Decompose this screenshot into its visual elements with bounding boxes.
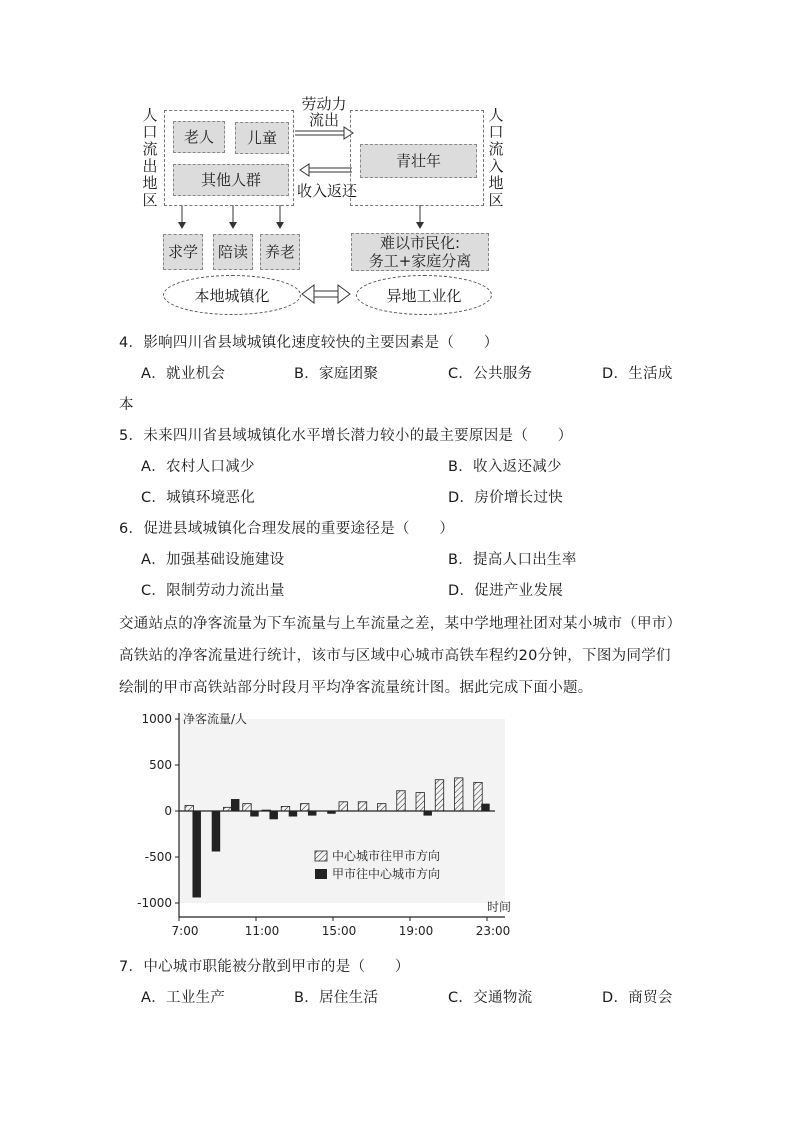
study-box: 求学 — [163, 234, 203, 270]
remote-industrialization-ellipse: 异地工业化 — [356, 275, 492, 315]
bar-hatched — [262, 810, 270, 811]
y-tick-label: 1000 — [141, 712, 172, 726]
bar-hatched — [224, 807, 232, 811]
q6-option-d[interactable]: D．促进产业发展 — [448, 583, 564, 599]
bar-hatched — [416, 793, 424, 811]
y-tick-label: -500 — [144, 850, 172, 864]
q5-option-b[interactable]: B．收入返还减少 — [448, 459, 562, 475]
legend-label-hatched: 中心城市往甲市方向 — [332, 849, 441, 863]
x-tick-label: 7:00 — [171, 924, 199, 938]
bar-solid — [212, 811, 220, 851]
bar-hatched — [397, 791, 405, 811]
q7-option-b[interactable]: B．居住生活 — [294, 990, 379, 1006]
bar-solid — [231, 799, 239, 811]
q4-option-d-wrap: 本 — [119, 397, 134, 413]
bar-solid — [327, 811, 335, 814]
double-arrow — [302, 285, 350, 303]
bar-solid — [192, 811, 200, 897]
y-axis-label: 净客流量/人 — [183, 712, 248, 726]
x-axis-label: 时间 — [487, 900, 512, 914]
income-return-label: 收入返还 — [296, 182, 357, 200]
elder-care-box: 养老 — [260, 234, 300, 270]
bar-solid — [481, 804, 489, 811]
q5-option-d[interactable]: D．房价增长过快 — [448, 490, 564, 506]
question-6-stem: 6．促进县域城镇化合理发展的重要途径是（ ） — [119, 521, 455, 537]
x-tick-label: 15:00 — [321, 924, 357, 938]
q7-option-c[interactable]: C．交通物流 — [448, 990, 533, 1006]
hard-to-citizenize-box: 难以市民化: 务工+家庭分离 — [351, 233, 489, 271]
bar-hatched — [301, 804, 309, 811]
young-adults-box: 青壮年 — [360, 144, 477, 178]
labor-outflow-label: 劳动力流出 — [301, 95, 347, 129]
local-urbanization-ellipse: 本地城镇化 — [163, 275, 301, 315]
bar-hatched — [378, 804, 386, 811]
bar-solid — [269, 811, 277, 819]
bar-hatched — [281, 806, 289, 811]
q7-option-d[interactable]: D．商贸会 — [602, 990, 673, 1006]
children-box: 儿童 — [235, 122, 289, 154]
question-7-stem: 7．中心城市职能被分散到甲市的是（ ） — [119, 959, 410, 975]
bar-solid — [250, 811, 258, 817]
question-5-stem: 5．未来四川省县域城镇化水平增长潜力较小的最主要原因是（ ） — [119, 428, 573, 444]
right-region-label: 人口流入地区 — [488, 106, 504, 209]
bar-hatched — [185, 805, 193, 811]
bar-solid — [423, 811, 431, 816]
old-people-box: 老人 — [173, 121, 225, 153]
bar-hatched — [435, 780, 443, 811]
legend-label-solid: 甲市往中心城市方向 — [332, 867, 441, 881]
q6-option-a[interactable]: A．加强基础设施建设 — [141, 552, 285, 568]
q4-option-c[interactable]: C．公共服务 — [448, 366, 533, 382]
accompany-study-box: 陪读 — [213, 234, 253, 270]
bar-solid — [289, 811, 297, 817]
left-region-label: 人口流出地区 — [142, 106, 158, 209]
x-tick-label: 23:00 — [475, 924, 511, 938]
bar-hatched — [243, 804, 251, 811]
population-flow-diagram — [130, 92, 530, 322]
chart-svg — [135, 705, 520, 945]
passage-line-3: 绘制的甲市高铁站部分时段月平均净客流量统计图。据此完成下面小题。 — [119, 680, 593, 696]
bar-hatched — [339, 802, 347, 811]
income-return-arrow — [300, 164, 352, 176]
q6-option-c[interactable]: C．限制劳动力流出量 — [141, 583, 285, 599]
net-passenger-flow-chart — [135, 705, 520, 945]
q4-option-a[interactable]: A．就业机会 — [141, 366, 226, 382]
q5-option-a[interactable]: A．农村人口减少 — [141, 459, 255, 475]
question-4-stem: 4．影响四川省县域城镇化速度较快的主要因素是（ ） — [119, 335, 499, 351]
q5-option-c[interactable]: C．城镇环境恶化 — [141, 490, 256, 506]
x-tick-label: 11:00 — [244, 924, 280, 938]
others-box: 其他人群 — [173, 164, 289, 196]
bar-hatched — [474, 782, 482, 811]
q4-option-b[interactable]: B．家庭团聚 — [294, 366, 379, 382]
passage-line-2: 高铁站的净客流量进行统计，该市与区域中心城市高铁车程约20分钟，下图为同学们 — [119, 648, 671, 664]
q4-option-d[interactable]: D．生活成 — [602, 366, 673, 382]
q7-option-a[interactable]: A．工业生产 — [141, 990, 226, 1006]
y-tick-label: -1000 — [137, 896, 172, 910]
bar-hatched — [455, 778, 463, 811]
q6-option-b[interactable]: B．提高人口出生率 — [448, 552, 577, 568]
bar-solid — [308, 811, 316, 816]
y-tick-label: 0 — [164, 804, 172, 818]
passage-line-1: 交通站点的净客流量为下车流量与上车流量之差，某中学地理社团对某小城市（甲市） — [119, 616, 682, 632]
x-tick-label: 19:00 — [398, 924, 434, 938]
legend-swatch-hatched — [315, 851, 327, 861]
y-tick-label: 500 — [149, 758, 172, 772]
legend-swatch-solid — [315, 869, 327, 879]
bar-hatched — [358, 802, 366, 811]
